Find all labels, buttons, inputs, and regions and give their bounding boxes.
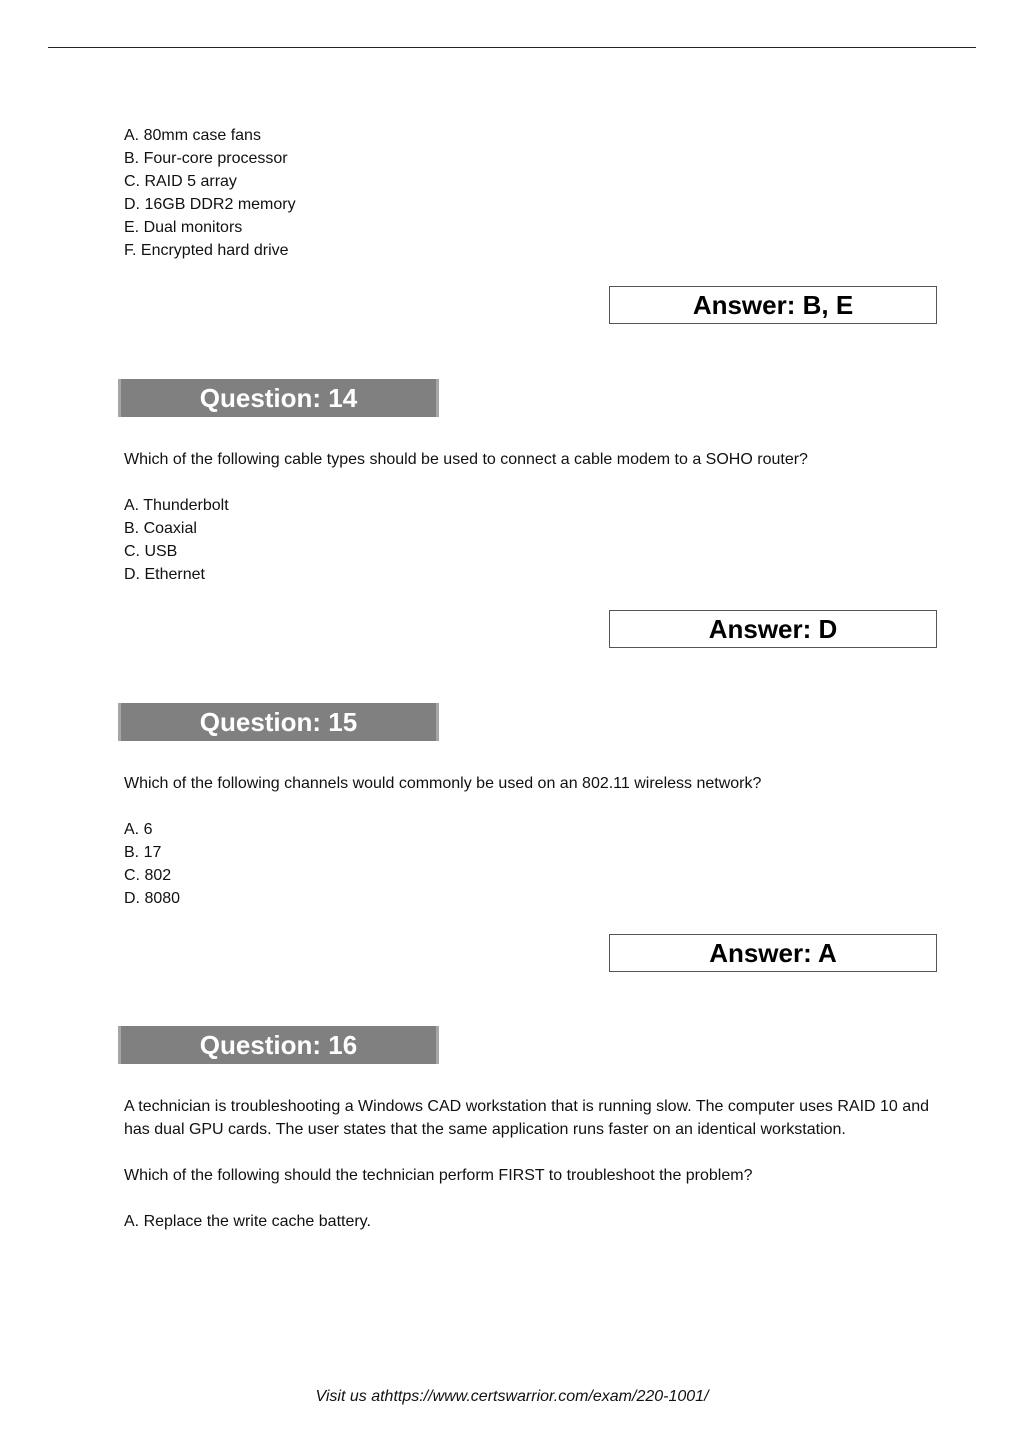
- question-text: Which of the following channels would commonly be used on an 802.11 wireless network?: [124, 775, 762, 792]
- option: A. 6: [124, 821, 153, 838]
- q16-options: [124, 1210, 371, 1233]
- q15-options: [124, 818, 180, 910]
- question-header: Question: 15: [118, 703, 439, 741]
- option: B. Four-core processor: [124, 150, 288, 167]
- question-header: Question: 14: [118, 379, 439, 417]
- question-prompt: Which of the following should the technician perform FIRST to troubleshoot the problem?: [124, 1167, 753, 1184]
- option: C. USB: [124, 543, 178, 560]
- option: D. Ethernet: [124, 566, 205, 583]
- footer-visit-link[interactable]: Visit us athttps://www.certswarrior.com/exam/220-1001/: [315, 1388, 709, 1405]
- question-text: Which of the following cable types should be used to connect a cable modem to a SOHO router?: [124, 451, 808, 468]
- header-rule: [48, 47, 976, 48]
- option: A. 80mm case fans: [124, 127, 261, 144]
- answer-box: Answer: D: [609, 610, 937, 648]
- option: D. 8080: [124, 890, 181, 907]
- option: B. Coaxial: [124, 520, 197, 537]
- option: E. Dual monitors: [124, 219, 243, 236]
- option: B. 17: [124, 844, 162, 861]
- answer-box: Answer: B, E: [609, 286, 937, 324]
- option: D. 16GB DDR2 memory: [124, 196, 296, 213]
- answer-box: Answer: A: [609, 934, 937, 972]
- question-header: Question: 16: [118, 1026, 439, 1064]
- option: A. Thunderbolt: [124, 497, 229, 514]
- option: F. Encrypted hard drive: [124, 242, 289, 259]
- q13-options: [124, 124, 296, 262]
- q14-options: [124, 494, 229, 586]
- option: C. 802: [124, 867, 172, 884]
- question-text: A technician is troubleshooting a Windows CAD workstation that is running slow. The computer uses RAID 10 and has dual GPU cards. The user states that the same application runs faster on an identical workstation.: [124, 1098, 929, 1138]
- option: C. RAID 5 array: [124, 173, 237, 190]
- option: A. Replace the write cache battery.: [124, 1213, 371, 1230]
